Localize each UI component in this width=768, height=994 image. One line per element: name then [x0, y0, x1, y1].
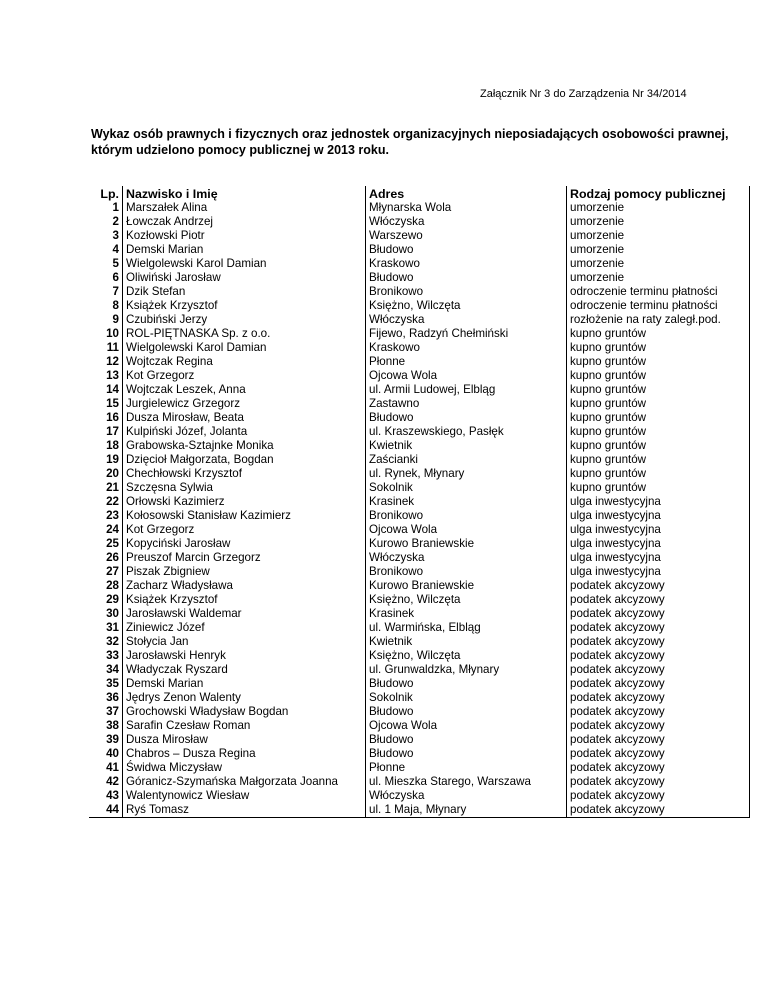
row-address: Warszewo — [366, 229, 567, 243]
row-aid-type: podatek akcyzowy — [567, 593, 750, 607]
table-row — [89, 341, 750, 355]
row-address: Włóczyska — [366, 551, 567, 565]
row-aid-type: kupno gruntów — [567, 341, 750, 355]
row-number: 5 — [112, 257, 119, 270]
row-address: Błudowo — [366, 705, 567, 719]
row-name: Stołycia Jan — [123, 635, 366, 649]
row-name: Sarafin Czesław Roman — [123, 719, 366, 733]
row-address: ul. Kraszewskiego, Pasłęk — [366, 425, 567, 439]
table-row — [89, 775, 750, 789]
row-name: Książek Krzysztof — [123, 299, 366, 313]
row-aid-type: podatek akcyzowy — [567, 803, 750, 818]
table-row — [89, 285, 750, 299]
table-row — [89, 621, 750, 635]
row-aid-type: podatek akcyzowy — [567, 789, 750, 803]
row-aid-type: umorzenie — [567, 257, 750, 271]
header-lp: Lp. — [100, 186, 119, 201]
table-row — [89, 593, 750, 607]
table-header-row — [89, 186, 750, 201]
row-number: 12 — [106, 355, 119, 368]
table-row — [89, 747, 750, 761]
row-aid-type: kupno gruntów — [567, 453, 750, 467]
row-address: Płonne — [366, 355, 567, 369]
row-aid-type: podatek akcyzowy — [567, 677, 750, 691]
row-address: Młynarska Wola — [366, 201, 567, 215]
header-name: Nazwisko i Imię — [123, 186, 366, 201]
row-address: Kwietnik — [366, 635, 567, 649]
row-number: 9 — [112, 313, 119, 326]
row-name: Kulpiński Józef, Jolanta — [123, 425, 366, 439]
row-name: Jurgielewicz Grzegorz — [123, 397, 366, 411]
row-number: 10 — [106, 327, 119, 340]
row-name: Kołosowski Stanisław Kazimierz — [123, 509, 366, 523]
row-name: Zacharz Władysława — [123, 579, 366, 593]
row-name: Dzik Stefan — [123, 285, 366, 299]
row-number: 27 — [106, 565, 119, 578]
row-name: Ziniewicz Józef — [123, 621, 366, 635]
row-address: ul. Mieszka Starego, Warszawa — [366, 775, 567, 789]
row-name: Kozłowski Piotr — [123, 229, 366, 243]
row-name: Czubiński Jerzy — [123, 313, 366, 327]
row-number: 36 — [106, 691, 119, 704]
table-row — [89, 663, 750, 677]
table-row — [89, 509, 750, 523]
row-number: 41 — [106, 761, 119, 774]
table-row — [89, 411, 750, 425]
row-number: 28 — [106, 579, 119, 592]
row-address: Włóczyska — [366, 313, 567, 327]
row-address: ul. Rynek, Młynary — [366, 467, 567, 481]
row-number: 3 — [112, 229, 119, 242]
row-aid-type: odroczenie terminu płatności — [567, 299, 750, 313]
table-row — [89, 201, 750, 215]
aid-recipients-table — [89, 186, 750, 818]
row-aid-type: podatek akcyzowy — [567, 733, 750, 747]
row-number: 29 — [106, 593, 119, 606]
row-aid-type: kupno gruntów — [567, 327, 750, 341]
row-name: Góranicz-Szymańska Małgorzata Joanna — [123, 775, 366, 789]
row-name: Piszak Zbigniew — [123, 565, 366, 579]
row-address: Krasinek — [366, 607, 567, 621]
table-row — [89, 789, 750, 803]
row-address: ul. 1 Maja, Młynary — [366, 803, 567, 818]
row-number: 26 — [106, 551, 119, 564]
table-row — [89, 579, 750, 593]
row-address: Bronikowo — [366, 285, 567, 299]
table-row — [89, 257, 750, 271]
header-address: Adres — [366, 186, 567, 201]
row-address: Kwietnik — [366, 439, 567, 453]
row-number: 38 — [106, 719, 119, 732]
row-aid-type: ulga inwestycyjna — [567, 565, 750, 579]
row-number: 17 — [106, 425, 119, 438]
row-name: Kot Grzegorz — [123, 523, 366, 537]
row-address: Księżno, Wilczęta — [366, 649, 567, 663]
row-number: 20 — [106, 467, 119, 480]
row-name: Kot Grzegorz — [123, 369, 366, 383]
row-address: ul. Grunwaldzka, Młynary — [366, 663, 567, 677]
table-row — [89, 495, 750, 509]
row-name: Szczęsna Sylwia — [123, 481, 366, 495]
row-address: Włóczyska — [366, 789, 567, 803]
row-number: 22 — [106, 495, 119, 508]
row-number: 37 — [106, 705, 119, 718]
row-name: Dusza Mirosław — [123, 733, 366, 747]
row-name: Demski Marian — [123, 243, 366, 257]
table-row — [89, 551, 750, 565]
table-row — [89, 243, 750, 257]
row-aid-type: kupno gruntów — [567, 439, 750, 453]
table-row — [89, 523, 750, 537]
row-aid-type: ulga inwestycyjna — [567, 551, 750, 565]
row-address: Kurowo Braniewskie — [366, 537, 567, 551]
row-name: Wielgolewski Karol Damian — [123, 341, 366, 355]
row-number: 21 — [106, 481, 119, 494]
table-row — [89, 537, 750, 551]
table-row — [89, 719, 750, 733]
row-number: 15 — [106, 397, 119, 410]
table-row — [89, 355, 750, 369]
row-number: 23 — [106, 509, 119, 522]
row-address: Błudowo — [366, 243, 567, 257]
row-address: Sokolnik — [366, 481, 567, 495]
row-address: Księżno, Wilczęta — [366, 593, 567, 607]
row-name: Grochowski Władysław Bogdan — [123, 705, 366, 719]
row-number: 1 — [112, 201, 119, 214]
row-number: 4 — [112, 243, 119, 256]
table-row — [89, 369, 750, 383]
row-aid-type: podatek akcyzowy — [567, 649, 750, 663]
row-address: Ojcowa Wola — [366, 719, 567, 733]
row-name: Chabros – Dusza Regina — [123, 747, 366, 761]
row-address: Krasinek — [366, 495, 567, 509]
row-address: ul. Warmińska, Elbląg — [366, 621, 567, 635]
row-aid-type: podatek akcyzowy — [567, 705, 750, 719]
row-aid-type: kupno gruntów — [567, 481, 750, 495]
row-aid-type: rozłożenie na raty zaległ.pod. — [567, 313, 750, 327]
row-number: 33 — [106, 649, 119, 662]
row-address: Płonne — [366, 761, 567, 775]
row-name: Marszałek Alina — [123, 201, 366, 215]
row-name: Jędrys Zenon Walenty — [123, 691, 366, 705]
table-row — [89, 635, 750, 649]
table-row — [89, 607, 750, 621]
row-name: Dusza Mirosław, Beata — [123, 411, 366, 425]
row-address: Fijewo, Radzyń Chełmiński — [366, 327, 567, 341]
row-number: 24 — [106, 523, 119, 536]
row-number: 44 — [89, 803, 123, 818]
row-aid-type: kupno gruntów — [567, 397, 750, 411]
row-aid-type: kupno gruntów — [567, 467, 750, 481]
row-aid-type: podatek akcyzowy — [567, 775, 750, 789]
table-row — [89, 271, 750, 285]
row-aid-type: podatek akcyzowy — [567, 691, 750, 705]
row-address: Kraskowo — [366, 341, 567, 355]
row-address: Bronikowo — [366, 565, 567, 579]
row-number: 42 — [106, 775, 119, 788]
row-aid-type: podatek akcyzowy — [567, 663, 750, 677]
row-aid-type: podatek akcyzowy — [567, 607, 750, 621]
row-address: Błudowo — [366, 747, 567, 761]
table-row — [89, 649, 750, 663]
table-row — [89, 677, 750, 691]
row-aid-type: kupno gruntów — [567, 383, 750, 397]
row-aid-type: kupno gruntów — [567, 411, 750, 425]
row-name: Orłowski Kazimierz — [123, 495, 366, 509]
row-aid-type: podatek akcyzowy — [567, 635, 750, 649]
row-name: Preuszof Marcin Grzegorz — [123, 551, 366, 565]
table-row — [89, 565, 750, 579]
row-address: Ojcowa Wola — [366, 523, 567, 537]
row-address: Włóczyska — [366, 215, 567, 229]
table-row — [89, 467, 750, 481]
row-address: Błudowo — [366, 271, 567, 285]
table-row — [89, 439, 750, 453]
row-number: 6 — [112, 271, 119, 284]
row-number: 32 — [106, 635, 119, 648]
row-aid-type: podatek akcyzowy — [567, 719, 750, 733]
row-number: 7 — [112, 285, 119, 298]
row-address: Sokolnik — [366, 691, 567, 705]
row-address: Księżno, Wilczęta — [366, 299, 567, 313]
row-number: 25 — [106, 537, 119, 550]
row-aid-type: ulga inwestycyjna — [567, 523, 750, 537]
row-name: Demski Marian — [123, 677, 366, 691]
row-name: Walentynowicz Wiesław — [123, 789, 366, 803]
row-name: Jarosławski Henryk — [123, 649, 366, 663]
row-aid-type: kupno gruntów — [567, 425, 750, 439]
row-number: 2 — [112, 215, 119, 228]
row-name: Władyczak Ryszard — [123, 663, 366, 677]
row-number: 34 — [106, 663, 119, 676]
row-name: Grabowska-Sztajnke Monika — [123, 439, 366, 453]
row-number: 13 — [106, 369, 119, 382]
table-row — [89, 481, 750, 495]
row-name: Wojtczak Leszek, Anna — [123, 383, 366, 397]
table-row — [89, 453, 750, 467]
row-name: Książek Krzysztof — [123, 593, 366, 607]
table-row — [89, 761, 750, 775]
row-aid-type: umorzenie — [567, 271, 750, 285]
row-number: 31 — [106, 621, 119, 634]
row-aid-type: umorzenie — [567, 229, 750, 243]
row-number: 43 — [106, 789, 119, 802]
row-address: Błudowo — [366, 677, 567, 691]
row-name: Ryś Tomasz — [123, 803, 366, 818]
document-heading: Wykaz osób prawnych i fizycznych oraz jednostek organizacyjnych nieposiadających osobowości prawnej, którym udzielono pomocy publicznej w 2013 roku. — [91, 127, 729, 157]
row-address: Błudowo — [366, 411, 567, 425]
row-aid-type: kupno gruntów — [567, 369, 750, 383]
row-number: 35 — [106, 677, 119, 690]
row-number: 40 — [106, 747, 119, 760]
row-number: 19 — [106, 453, 119, 466]
row-aid-type: podatek akcyzowy — [567, 579, 750, 593]
table-row — [89, 383, 750, 397]
row-number: 18 — [106, 439, 119, 452]
row-aid-type: podatek akcyzowy — [567, 621, 750, 635]
row-address: Ojcowa Wola — [366, 369, 567, 383]
table-row — [89, 425, 750, 439]
row-aid-type: umorzenie — [567, 201, 750, 215]
table-row — [89, 327, 750, 341]
row-address: Kraskowo — [366, 257, 567, 271]
row-name: Oliwiński Jarosław — [123, 271, 366, 285]
row-number: 8 — [112, 299, 119, 312]
row-aid-type: umorzenie — [567, 215, 750, 229]
row-aid-type: ulga inwestycyjna — [567, 495, 750, 509]
row-number: 39 — [106, 733, 119, 746]
row-address: Zastawno — [366, 397, 567, 411]
row-aid-type: odroczenie terminu płatności — [567, 285, 750, 299]
row-aid-type: umorzenie — [567, 243, 750, 257]
table-row — [89, 733, 750, 747]
table-row — [89, 229, 750, 243]
row-aid-type: podatek akcyzowy — [567, 761, 750, 775]
header-aid-type: Rodzaj pomocy publicznej — [567, 186, 750, 201]
row-name: ROL-PIĘTNASKA Sp. z o.o. — [123, 327, 366, 341]
row-name: Świdwa Miczysław — [123, 761, 366, 775]
row-address: Zaścianki — [366, 453, 567, 467]
row-aid-type: kupno gruntów — [567, 355, 750, 369]
row-number: 14 — [106, 383, 119, 396]
table-row — [89, 803, 750, 818]
row-aid-type: podatek akcyzowy — [567, 747, 750, 761]
row-name: Łowczak Andrzej — [123, 215, 366, 229]
row-aid-type: ulga inwestycyjna — [567, 537, 750, 551]
row-address: ul. Armii Ludowej, Elbląg — [366, 383, 567, 397]
table-row — [89, 397, 750, 411]
table-row — [89, 215, 750, 229]
row-name: Wojtczak Regina — [123, 355, 366, 369]
row-name: Kopyciński Jarosław — [123, 537, 366, 551]
row-address: Błudowo — [366, 733, 567, 747]
table-body — [89, 201, 750, 818]
row-number: 30 — [106, 607, 119, 620]
row-name: Jarosławski Waldemar — [123, 607, 366, 621]
table-row — [89, 299, 750, 313]
table-row — [89, 705, 750, 719]
row-number: 16 — [106, 411, 119, 424]
annex-reference: Załącznik Nr 3 do Zarządzenia Nr 34/2014 — [480, 88, 687, 100]
row-name: Chechłowski Krzysztof — [123, 467, 366, 481]
row-address: Bronikowo — [366, 509, 567, 523]
row-name: Dzięcioł Małgorzata, Bogdan — [123, 453, 366, 467]
table-row — [89, 313, 750, 327]
row-aid-type: ulga inwestycyjna — [567, 509, 750, 523]
table-row — [89, 691, 750, 705]
row-address: Kurowo Braniewskie — [366, 579, 567, 593]
row-name: Wielgolewski Karol Damian — [123, 257, 366, 271]
row-number: 11 — [106, 341, 119, 354]
